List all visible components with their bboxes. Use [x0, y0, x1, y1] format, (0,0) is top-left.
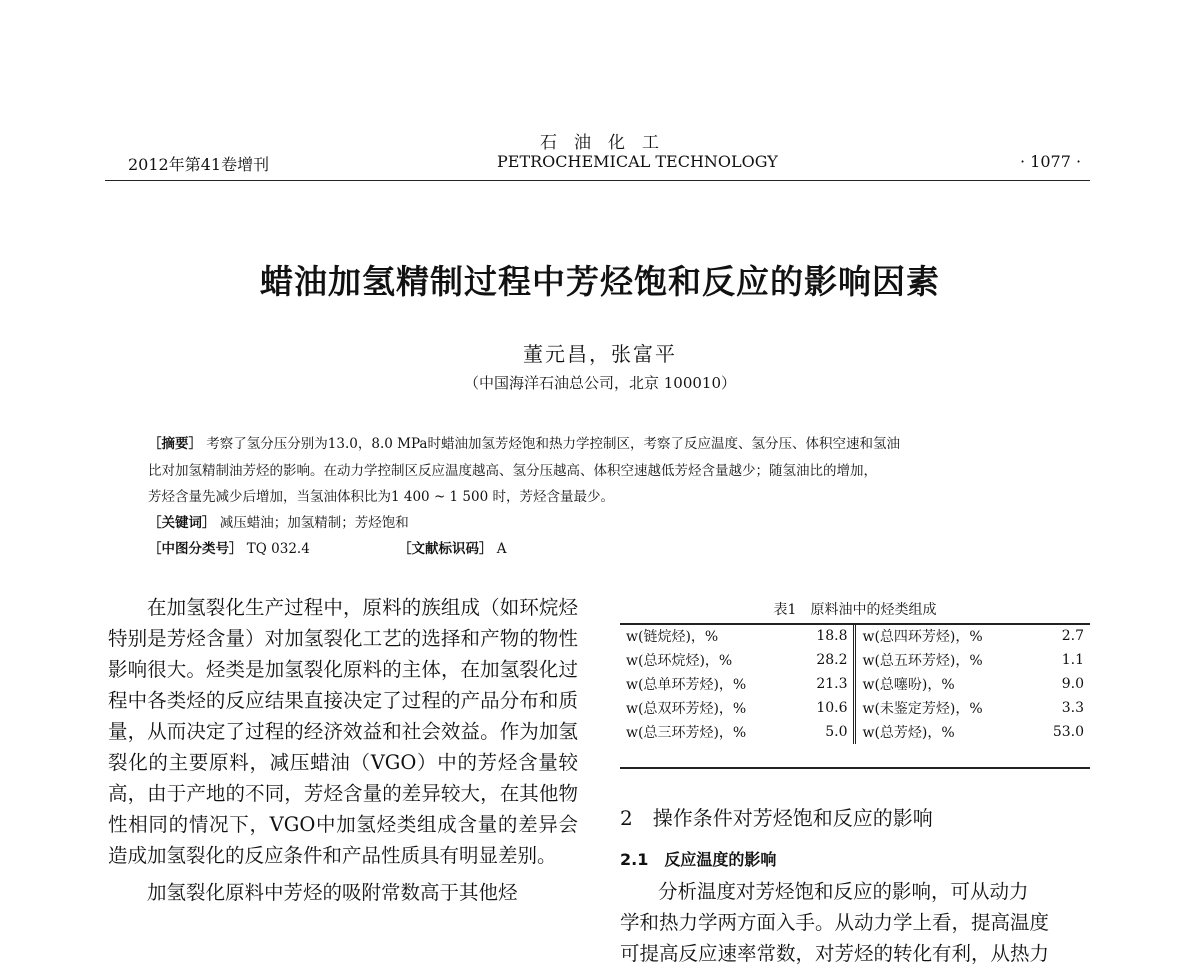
- keywords: [148, 511, 409, 531]
- abstract-line-3: 芳烃含量先减少后增加，当氢油体积比为1 400 ~ 1 500 时，芳烃含量最少。: [148, 489, 614, 505]
- paragraph: 在加氢裂化生产过程中，原料的族组成（如环烷烃特别是芳烃含量）对加氢裂化工艺的选择和产物的物性影响很大。烃类是加氢裂化原料的主体，在加氢裂化过程中各类烃的反应结果直接决定了过程的产品分布和质量，从而决定了过程的经济效益和社会效益。作为加氢裂化的主要原料，减压蜡油（VGO）中的芳烃含量较高，由于产地的不同，芳烃含量的差异较大，在其他物性相同的情况下，VGO中加氢烃类组成含量的差异会造成加氢裂化的反应条件和产品性质具有明显差别。: [108, 596, 578, 867]
- paragraph: 加氢裂化原料中芳烃的吸附常数高于其他烃: [147, 881, 518, 904]
- table-value: 21.3: [796, 672, 855, 696]
- left-column-body: [108, 592, 578, 908]
- issue-info: 2012年第41卷增刊: [128, 155, 270, 174]
- header-rule: [105, 180, 1090, 181]
- table-label: w(链烷烃)，%: [626, 629, 719, 645]
- document-code-label: ［文献标识码］: [398, 541, 493, 557]
- document-code-value: A: [496, 541, 507, 557]
- affiliation: （中国海洋石油总公司，北京 100010）: [463, 374, 737, 392]
- classification: [148, 537, 310, 557]
- table-label: w(未鉴定芳烃)，%: [862, 701, 983, 717]
- table-value: 2.7: [1061, 628, 1084, 644]
- table-value: 18.8: [796, 624, 855, 648]
- abstract-label: ［摘要］: [148, 436, 202, 452]
- table-value: 5.0: [796, 720, 855, 744]
- table-caption: 表1 原料油中的烃类组成: [773, 602, 937, 618]
- table-value: 1.1: [1061, 652, 1084, 668]
- table-label: w(总三环芳烃)，%: [626, 725, 747, 741]
- classification-value: TQ 032.4: [246, 541, 310, 557]
- table-label: w(总四环芳烃)，%: [862, 629, 983, 645]
- document-code: [398, 537, 507, 557]
- table-value: 53.0: [1052, 724, 1084, 740]
- table-bottom-rule: [620, 767, 1090, 769]
- table-label: w(总五环芳烃)，%: [862, 653, 983, 669]
- table-row: [620, 648, 1090, 672]
- keywords-label: ［关键词］: [148, 515, 216, 531]
- composition-table: [620, 624, 1090, 744]
- table-row: [620, 624, 1090, 648]
- journal-name-en: PETROCHEMICAL TECHNOLOGY: [497, 152, 778, 171]
- table-row: [620, 720, 1090, 744]
- table-value: 28.2: [796, 648, 855, 672]
- right-body-line: 学和热力学两方面入手。从动力学上看，提高温度: [620, 911, 1050, 934]
- table-label: w(总芳烃)，%: [862, 725, 955, 741]
- journal-name-cn: 石 油 化 工: [540, 133, 659, 153]
- keywords-value: 减压蜡油；加氢精制；芳烃饱和: [219, 515, 409, 531]
- page-number: · 1077 ·: [1020, 152, 1082, 171]
- right-body-line: 可提高反应速率常数，对芳烃的转化有利，从热力: [620, 942, 1050, 965]
- table-value: 10.6: [796, 696, 855, 720]
- section-heading-2: 2 操作条件对芳烃饱和反应的影响: [620, 806, 933, 830]
- table-label: w(总双环芳烃)，%: [626, 701, 747, 717]
- abstract-line-1: [148, 432, 900, 452]
- section-heading-2-1: 2.1 反应温度的影响: [620, 850, 777, 869]
- abstract-text: 考察了氢分压分别为13.0，8.0 MPa时蜡油加氢芳烃饱和热力学控制区，考察了反应温度、氢分压、体积空速和氢油: [206, 436, 900, 452]
- right-body-line: 分析温度对芳烃饱和反应的影响，可从动力: [658, 880, 1029, 903]
- table-label: w(总环烷烃)，%: [626, 653, 733, 669]
- paper-title: 蜡油加氢精制过程中芳烃饱和反应的影响因素: [260, 262, 940, 301]
- classification-label: ［中图分类号］: [148, 541, 243, 557]
- table-row: [620, 696, 1090, 720]
- table-row: [620, 672, 1090, 696]
- table-label: w(总噻吩)，%: [862, 677, 955, 693]
- abstract-line-2: 比对加氢精制油芳烃的影响。在动力学控制区反应温度越高、氢分压越高、体积空速越低芳烃含量越少；随氢油比的增加，: [148, 463, 877, 479]
- authors: 董元昌，张富平: [523, 342, 677, 366]
- table-value: 3.3: [1061, 700, 1084, 716]
- table-label: w(总单环芳烃)，%: [626, 677, 747, 693]
- table-value: 9.0: [1061, 676, 1084, 692]
